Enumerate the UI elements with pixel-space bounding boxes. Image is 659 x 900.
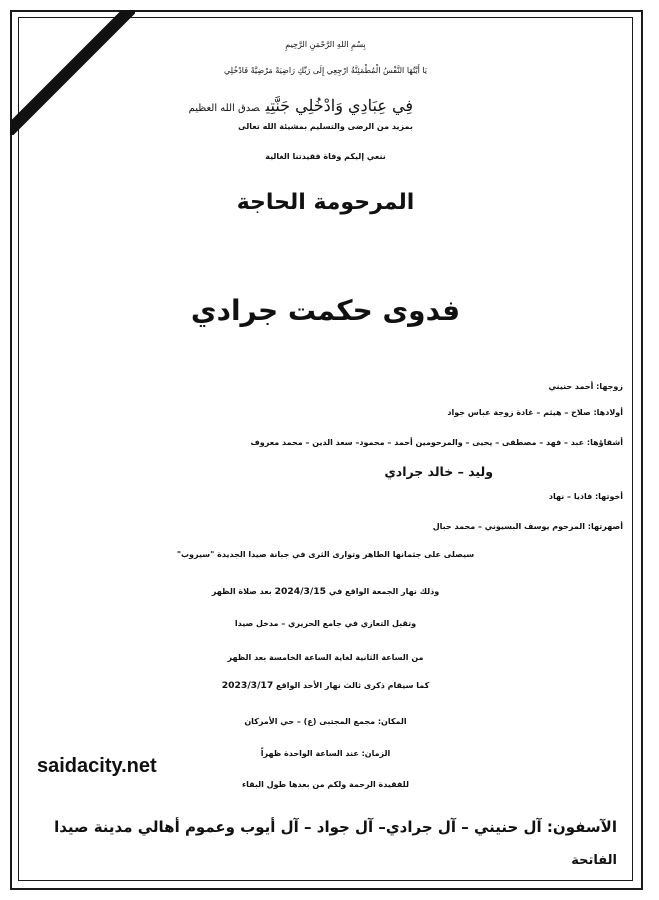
- funeral-text: سيصلى على جثمانها الطاهر وتوارى الثرى في جبانة صيدا الجديدة: [217, 550, 475, 559]
- memorial-prefix: كما سيقام ذكرى ثالث نهار الأحد الواقع: [276, 681, 430, 690]
- memorial-date: 2023/3/17: [221, 680, 274, 691]
- funeral-time-suffix: بعد صلاة الظهر: [211, 587, 272, 596]
- in-laws-line: أصهرتها: المرحوم يوسف البسيوني – محمد حبال: [432, 522, 623, 531]
- funeral-date: 2024/3/15: [274, 586, 327, 597]
- quran-verse-text: فِي عِبَادِي وَادْخُلِي جَنَّتِي: [265, 96, 413, 115]
- funeral-place: "سيروب": [176, 550, 215, 559]
- funeral-time-prefix: وذلك نهار الجمعة الواقع في: [328, 587, 440, 596]
- basmala: بِسْمِ اللهِ الرَّحْمَنِ الرَّحِيمِ: [285, 40, 366, 49]
- funeral-time-line: [28, 586, 623, 597]
- intro-line2: ننعي إليكم وفاة فقيدتنا الغالية: [265, 152, 386, 161]
- deceased-name: فدوى حكمت جرادي: [190, 294, 461, 327]
- fatiha-line: الفاتحة: [571, 853, 617, 868]
- sadaqa-text: صدق الله العظيم: [188, 103, 260, 114]
- funeral-line: [28, 550, 623, 559]
- brothers-line2: وليد – خالد جرادي: [384, 464, 493, 479]
- children-line: أولادها: صلاح – هيثم – غادة زوجة عباس جواد: [447, 408, 623, 417]
- site-watermark: saidacity.net: [37, 755, 157, 777]
- husband-line: زوجها: أحمد حنيني: [548, 382, 623, 391]
- hours-line: من الساعة الثانية لغاية الساعة الخامسة بعد الظهر: [227, 653, 424, 662]
- place-line: المكان: مجمع المجتبى (ع) – حي الأمركان: [244, 717, 407, 726]
- quran-verse-line2: [189, 96, 413, 115]
- mourners-line: الآسفون: آل حنيني – آل جرادي– آل جواد – آل أيوب وعموم أهالي مدينة صيدا: [54, 818, 617, 836]
- prayer-line: للفقيدة الرحمة ولكم من بعدها طول البقاء: [242, 780, 409, 789]
- memorial-line: [28, 680, 623, 691]
- brothers-line1: أشقاؤها: عبد – فهد – مصطفى – يحيى – والمرحومين أحمد – محمود– سعد الدين – محمد معروف: [250, 438, 623, 447]
- obituary-notice: [28, 22, 623, 882]
- sisters-line: أخوتها: فاديا – نهاد: [548, 492, 623, 501]
- quran-verse-line1: يَا أَيَّتُهَا النَّفْسُ الْمُطْمَئِنَّةُ ارْجِعِي إِلَى رَبِّكِ رَاضِيَةً مَرْضِيَّةً فَادْخُلِي: [223, 66, 428, 75]
- time-line: الزمان: عند الساعة الواحدة ظهراً: [260, 749, 391, 758]
- deceased-title: المرحومة الحاجة: [236, 190, 415, 215]
- intro-line1: بمزيد من الرضى والتسليم بمشيئة الله تعالى: [238, 122, 413, 131]
- condolences-line: وتقبل التعازي في جامع الحريري – مدخل صيدا: [234, 619, 417, 628]
